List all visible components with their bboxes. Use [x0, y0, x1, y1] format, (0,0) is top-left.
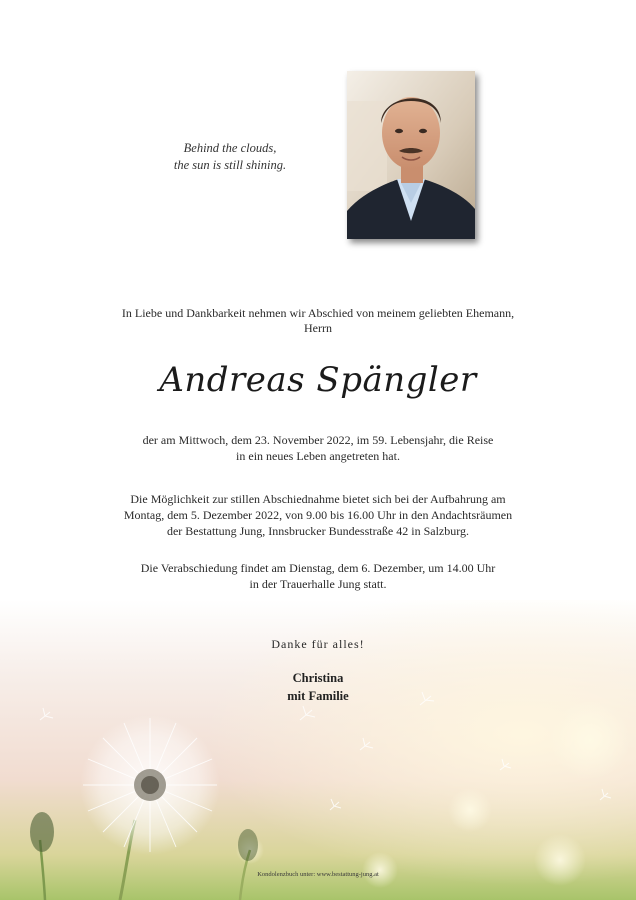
portrait-photo [347, 71, 475, 239]
intro-line-2: Herrn [304, 321, 332, 335]
viewing-line-3: der Bestattung Jung, Innsbrucker Bundesstraße 42 in Salzburg. [166, 524, 470, 538]
viewing-line-2: Montag, dem 5. Dezember 2022, von 9.00 bis 16.00 Uhr in den Andachtsräumen [123, 508, 513, 522]
signature-line-1: Christina [292, 671, 344, 685]
viewing-line-1: Die Möglichkeit zur stillen Abschiednahme bietet sich bei der Aufbahrung am [130, 492, 506, 506]
condolence-book-link[interactable]: Kondolenzbuch unter: www.bestattung-jung.at [257, 871, 379, 878]
death-notice [60, 432, 576, 464]
death-notice-line-2: in ein neues Leben angetreten hat. [236, 449, 400, 463]
death-notice-line-1: der am Mittwoch, dem 23. November 2022, im 59. Lebensjahr, die Reise [142, 433, 494, 447]
viewing-info [60, 491, 576, 539]
farewell-info [60, 560, 576, 592]
farewell-line-1: Die Verabschiedung findet am Dienstag, dem 6. Dezember, um 14.00 Uhr [140, 561, 496, 575]
thanks-text: Danke für alles! [271, 637, 365, 651]
signature [60, 669, 576, 705]
memorial-quote [150, 140, 310, 174]
farewell-line-2: in der Trauerhalle Jung statt. [249, 577, 387, 591]
quote-line-1: Behind the clouds, [183, 141, 277, 155]
quote-line-2: the sun is still shining. [173, 158, 287, 172]
intro-text [60, 306, 576, 336]
deceased-name: Andreas Spängler [159, 360, 477, 400]
intro-line-1: In Liebe und Dankbarkeit nehmen wir Abschied von meinem geliebten Ehemann, [121, 306, 515, 320]
signature-line-2: mit Familie [287, 689, 349, 703]
